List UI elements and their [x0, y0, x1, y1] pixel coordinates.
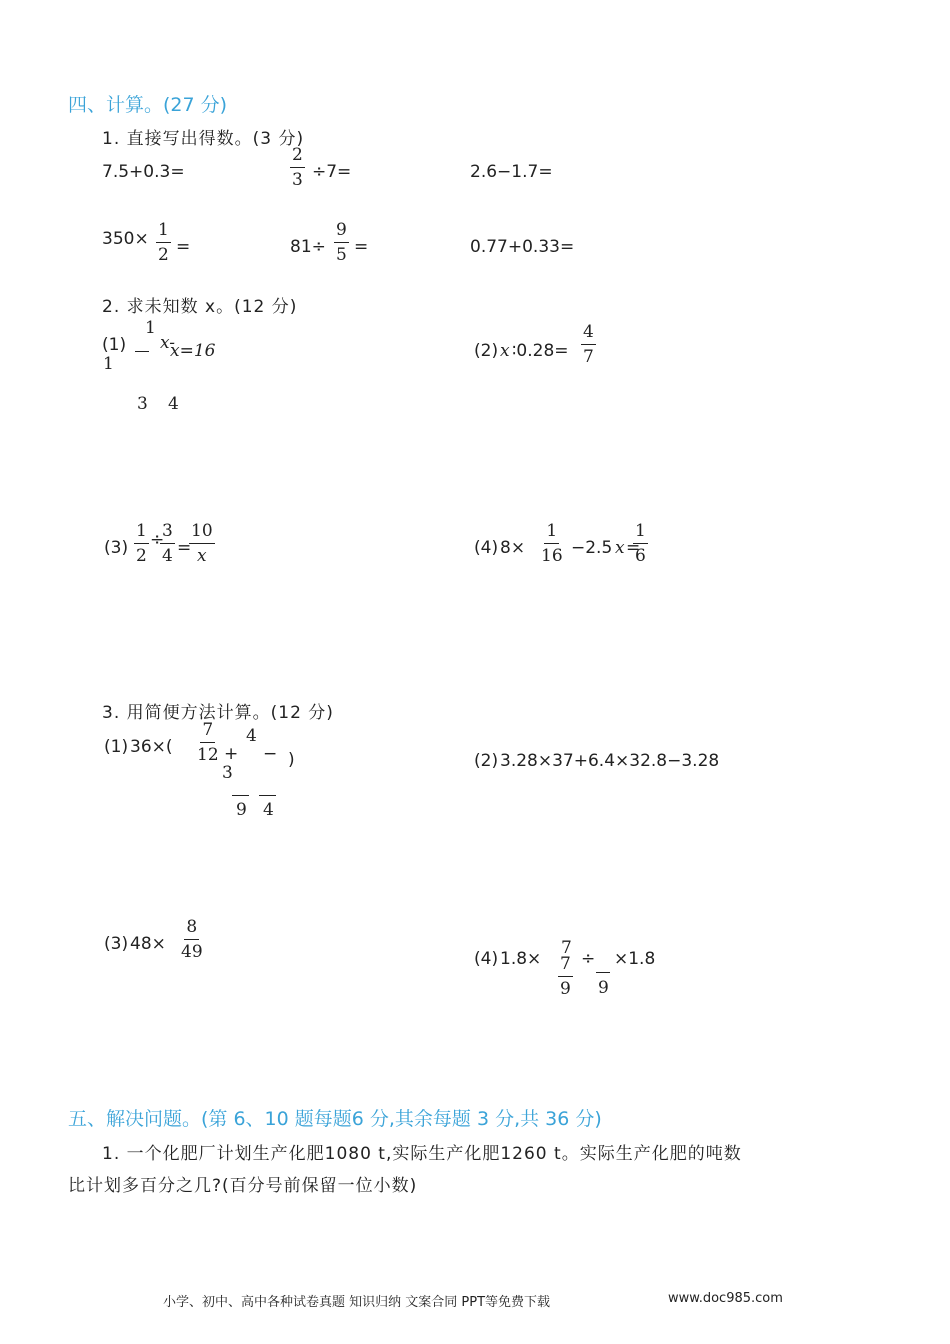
q3-p1-plus: +	[224, 744, 239, 764]
q2-p4-equals: =	[626, 538, 641, 558]
q2-p1-fraction-bar	[135, 351, 149, 352]
q2-p4-label: (4)	[474, 538, 499, 558]
q2-p4-fraction-1	[541, 523, 563, 565]
q2-p1-label: (1)	[102, 335, 127, 355]
q3-p1-label: (1)	[104, 737, 129, 757]
fraction-numerator: 7	[200, 722, 215, 743]
q2-title: 2. 求未知数 x。(12 分)	[102, 297, 298, 317]
q2-p1-x-eq-text: x=16	[170, 341, 216, 361]
q3-p4-fraction-1	[558, 956, 573, 998]
q3-p1-stray-3: 3	[222, 763, 233, 783]
q2-p1-stray-digit: 1	[103, 354, 114, 374]
q3-p3-fraction	[181, 919, 203, 961]
fraction-numerator: 3	[160, 523, 175, 544]
q2-p1-x-eq	[170, 341, 215, 361]
q1-item-e-tail: =	[354, 237, 369, 257]
fraction-numerator: 2	[290, 147, 305, 168]
fraction-denominator: x	[197, 546, 207, 566]
fraction-denominator: 6	[635, 546, 646, 566]
q2-p1-denominator-4: 4	[168, 394, 179, 414]
q3-p4-prefix: 1.8×	[500, 949, 542, 969]
q2-p2-label: (2)	[474, 341, 499, 361]
q3-p1-fraction-bar-b	[259, 795, 276, 796]
section5-q1-line-1: 1. 一个化肥厂计划生产化肥1080 t,实际生产化肥1260 t。实际生产化肥的吨数	[102, 1144, 742, 1164]
q1-item-d-prefix: 350×	[102, 229, 149, 249]
fraction-denominator: 5	[336, 245, 347, 265]
q1-item-d-fraction	[156, 222, 171, 264]
q1-title: 1. 直接写出得数。(3 分)	[102, 129, 305, 149]
q1-item-b-tail: ÷7=	[312, 162, 352, 182]
q2-p3-fraction-3	[189, 523, 215, 565]
fraction-denominator: 4	[162, 546, 173, 566]
q2-p4-fraction-2	[633, 523, 648, 565]
q1-item-b-fraction	[290, 147, 305, 189]
q2-p1-numerator: 1	[145, 318, 156, 338]
fraction-numerator: 1	[134, 523, 149, 544]
q2-p3-equals: =	[177, 538, 192, 558]
fraction-denominator: 12	[197, 745, 219, 765]
q3-p1-denominator-4: 4	[263, 800, 274, 820]
fraction-numerator: 9	[334, 222, 349, 243]
q3-p2-expression: 3.28×37+6.4×32.8−3.28	[500, 751, 720, 771]
fraction-denominator: 2	[136, 546, 147, 566]
fraction-numerator: 1	[156, 222, 171, 243]
q3-p4-tail: ×1.8	[614, 949, 656, 969]
q3-p1-prefix: 36×(	[130, 737, 173, 757]
fraction-numerator: 1	[633, 523, 648, 544]
q1-item-c: 2.6−1.7=	[470, 162, 553, 182]
q2-p3-divide: ÷	[150, 530, 165, 550]
q3-p2-label: (2)	[474, 751, 499, 771]
q2-p1-x-minus: x-	[160, 333, 176, 353]
q2-p4-x: x	[615, 538, 625, 558]
q2-p2-fraction	[581, 324, 596, 366]
q3-p3-prefix: 48×	[130, 934, 166, 954]
q2-p1-denominator-3: 3	[137, 394, 148, 414]
q3-p1-fraction-bar-a	[232, 795, 249, 796]
q2-p3-fraction-1	[134, 523, 149, 565]
fraction-numerator: 10	[189, 523, 215, 544]
q3-p1-minus: −	[263, 744, 278, 764]
fraction-numerator: 4	[581, 324, 596, 345]
q3-p1-numerator-4: 4	[246, 726, 257, 746]
fraction-denominator: 7	[583, 347, 594, 367]
q1-item-a: 7.5+0.3=	[102, 162, 185, 182]
fraction-denominator: 2	[158, 245, 169, 265]
fraction-numerator: 8	[184, 919, 199, 940]
q3-p4-divide: ÷	[581, 949, 596, 969]
fraction-denominator: 9	[560, 979, 571, 999]
fraction-denominator: 16	[541, 546, 563, 566]
q1-item-e-prefix: 81÷	[290, 237, 326, 257]
section-4-title: 四、计算。(27 分)	[68, 94, 228, 116]
q2-p3-fraction-2	[160, 523, 175, 565]
q2-p2-x: x	[500, 341, 510, 361]
footer-text: 小学、初中、高中各种试卷真题 知识归纳 文案合同 PPT等免费下载	[163, 1295, 551, 1310]
fraction-numerator: 7	[558, 956, 573, 977]
q3-p3-label: (3)	[104, 934, 129, 954]
q3-title: 3. 用简便方法计算。(12 分)	[102, 703, 334, 723]
q3-p1-fraction-1	[197, 722, 219, 764]
section-5-title: 五、解决问题。(第 6、10 题每题6 分,其余每题 3 分,共 36 分)	[68, 1108, 602, 1130]
fraction-denominator: 3	[292, 170, 303, 190]
q2-p3-label: (3)	[104, 538, 129, 558]
q1-item-f: 0.77+0.33=	[470, 237, 575, 257]
q2-p4-prefix: 8×	[500, 538, 526, 558]
section5-q1-line-2: 比计划多百分之几?(百分号前保留一位小数)	[68, 1176, 418, 1196]
q3-p4-label: (4)	[474, 949, 499, 969]
footer-url-link[interactable]: www.doc985.com	[668, 1291, 783, 1306]
q1-item-d-tail: =	[176, 237, 191, 257]
q3-p4-fraction-bar	[596, 972, 610, 973]
q3-p1-close-paren: )	[288, 750, 295, 770]
fraction-denominator: 49	[181, 942, 203, 962]
q3-p1-denominator-9: 9	[236, 800, 247, 820]
q2-p4-mid: −2.5	[571, 538, 613, 558]
q3-p4-denominator-9: 9	[598, 978, 609, 998]
q2-p2-mid: ∶0.28=	[512, 341, 569, 361]
q1-item-e-fraction	[334, 222, 349, 264]
q3-p4-numerator-7: 7	[561, 938, 572, 958]
fraction-numerator: 1	[544, 523, 559, 544]
